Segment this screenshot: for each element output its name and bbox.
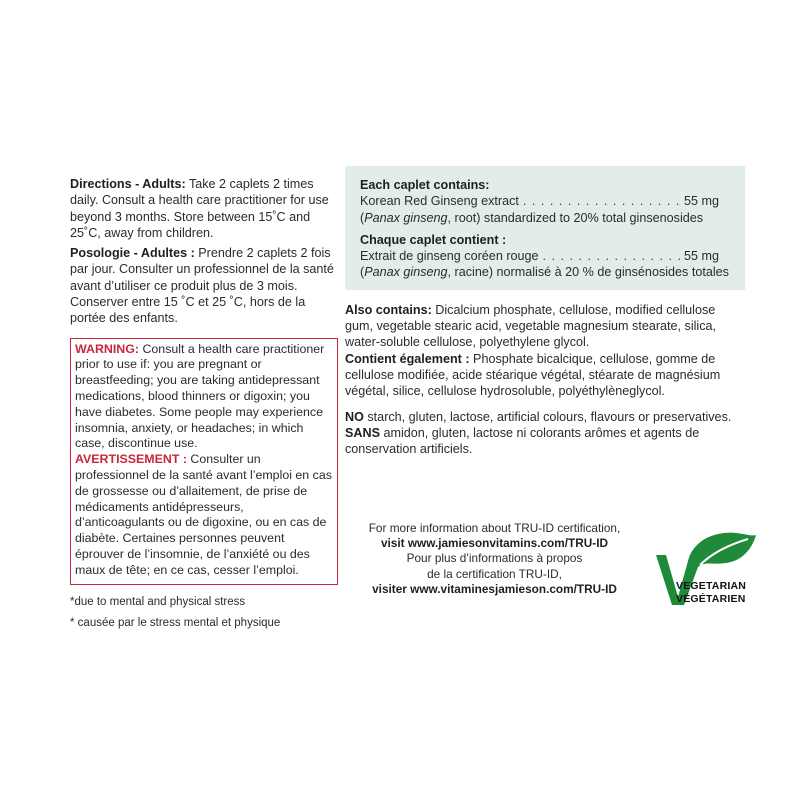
warning-fr-text: Consulter un professionnel de la santé avant l’emploi en cas de grossesse ou d’allaitement, de prise de médicaments antidépresseurs, d’anticoagulants ou de digoxine, ou en cas de diabète. Certaines personnes peuvent éprouver de l’insomnie, de l’anxiété ou des maux de tête; en ce cas, cesser l’emploi. — [75, 452, 332, 577]
tru-id-line-fr-2: de la certification TRU-ID, — [427, 566, 562, 581]
directions-en-label: Directions - Adults: — [70, 177, 186, 191]
warning-en — [75, 342, 333, 453]
free-of-fr-label: SANS — [345, 425, 380, 440]
warning-box — [70, 338, 338, 585]
directions-fr — [70, 245, 336, 326]
ingredient-row-fr — [360, 248, 733, 264]
tru-id-line-fr-1: Pour plus d’informations à propos — [406, 551, 583, 566]
footnote-fr: * causée par le stress mental et physique — [70, 616, 281, 629]
warning-en-label: WARNING: — [75, 341, 140, 356]
directions-fr-text: Prendre 2 caplets 2 fois par jour. Consulter un professionnel de la santé avant d’utiliser ce produit plus de 3 mois. Conserver entre 15 ˚C et 25 ˚C, hors de la portée des enfants. — [70, 246, 334, 326]
warning-fr — [75, 452, 333, 578]
warning-en-text: Consult a health care practitioner prior to use if: you are pregnant or breastfeeding; you are taking antidepressant medications, blood thinners or digoxin; you have diabetes. Some people may experience insomnia, anxiety, or headaches; in which case, discontinue use. — [75, 341, 325, 451]
leader-dots — [523, 193, 680, 209]
also-contains-fr-text: Phosphate bicalcique, cellulose, gomme de cellulose modifiée, acide stéarique végétal, stéarate de magnésium végétal, silice, cellulose hydrosoluble, polyéthylèneglycol. — [345, 351, 721, 399]
free-of-en — [345, 409, 745, 425]
tru-id-info — [352, 521, 637, 597]
latin-name-en: Panax ginseng — [364, 210, 448, 225]
ingredient-name-fr: Extrait de ginseng coréen rouge — [360, 249, 539, 264]
ingredients-heading-en-text: Each caplet contains: — [360, 178, 490, 192]
vegetarian-label-en: VEGETARIAN — [676, 580, 747, 592]
also-contains-en-text: Dicalcium phosphate, cellulose, modified cellulose gum, vegetable stearic acid, vegetable magnesium stearate, silica, water-soluble cellulose, polyethylene glycol. — [345, 302, 717, 350]
directions-en — [70, 176, 336, 241]
ingredients-box — [345, 166, 745, 290]
free-of-fr-text: amidon, gluten, lactose ni colorants arômes et agents de conservation artificiels. — [345, 425, 700, 457]
ingredients-heading-fr-text: Chaque caplet contient : — [360, 232, 507, 247]
other-ingredients — [345, 302, 745, 458]
free-of-fr — [345, 425, 745, 458]
leader-dots — [543, 248, 680, 264]
ingredients-heading-en — [360, 177, 733, 193]
ingredient-amount-fr: 55 mg — [683, 249, 719, 264]
ingredient-name-en: Korean Red Ginseng extract — [360, 194, 519, 209]
left-column — [70, 176, 336, 631]
ingredient-row-en — [360, 193, 733, 209]
free-of-en-text: starch, gluten, lactose, artificial colours, flavours or preservatives. — [363, 409, 732, 424]
also-contains-fr — [345, 351, 745, 400]
vegetarian-label-fr: VÉGÉTARIEN — [676, 593, 746, 605]
right-column — [345, 166, 745, 466]
ingredient-amount-en: 55 mg — [683, 194, 719, 209]
latin-name-fr: Panax ginseng — [364, 265, 448, 280]
also-contains-en — [345, 302, 745, 351]
directions-en-text: Take 2 caplets 2 times daily. Consult a health care practitioner for use beyond 3 months. Store between 15˚C and 25˚C, away from children. — [70, 177, 329, 240]
free-of-en-label: NO — [345, 409, 364, 424]
also-contains-en-label: Also contains: — [345, 302, 432, 317]
ingredient-detail-fr: (Panax ginseng, racine) normalisé à 20 % de ginsénosides totales — [360, 265, 729, 280]
ingredient-detail-en-text: , root) standardized to 20% total ginsenosides — [447, 210, 704, 225]
ingredients-heading-fr — [360, 232, 733, 248]
tru-id-url-fr[interactable]: visiter www.vitaminesjamieson.com/TRU-ID — [372, 581, 617, 596]
tru-id-line-en: For more information about TRU-ID certification, — [368, 521, 621, 535]
directions-fr-label: Posologie - Adultes : — [70, 246, 195, 261]
footnote-en: *due to mental and physical stress — [70, 595, 246, 608]
also-contains-fr-label: Contient également : — [345, 351, 470, 366]
warning-fr-label: AVERTISSEMENT : — [75, 452, 187, 467]
ingredient-detail-en: (Panax ginseng, root) standardized to 20% total ginsenosides — [360, 210, 704, 225]
ingredient-detail-fr-text: , racine) normalisé à 20 % de ginsénosides totales — [447, 265, 729, 280]
tru-id-url-en[interactable]: visit www.jamiesonvitamins.com/TRU-ID — [380, 536, 609, 551]
